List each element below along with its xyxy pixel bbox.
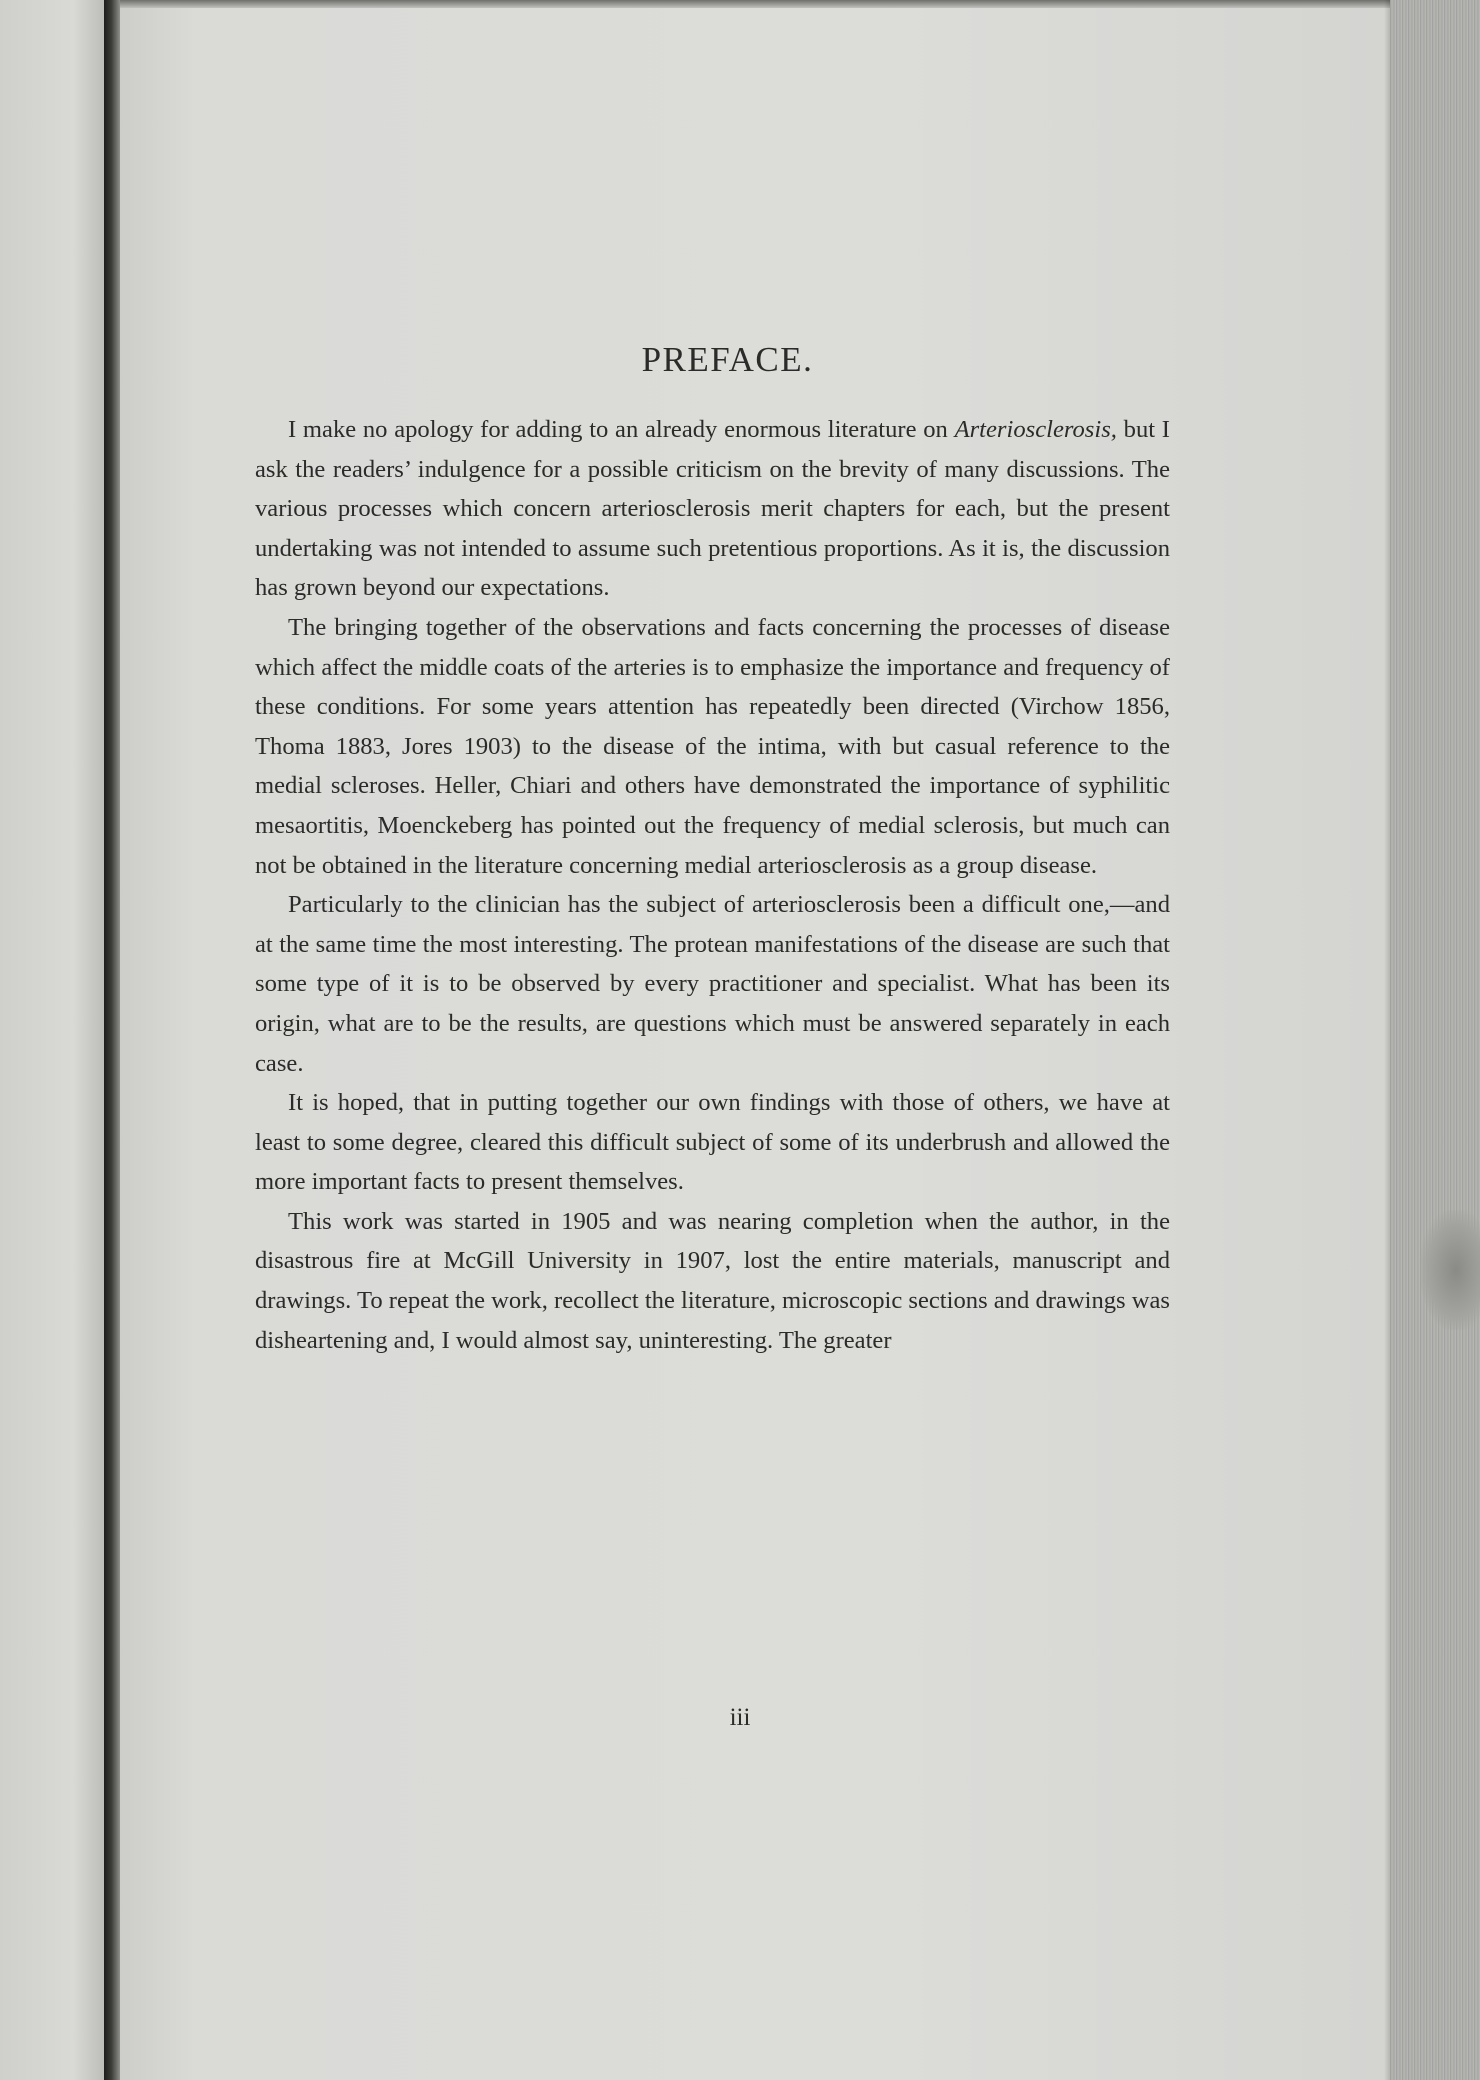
paragraph-2: The bringing together of the observations and facts concerning the processes of disease which affect the middle coats of the arteries is to emphasize the importance and frequency of these conditions. For some years attention has repeatedly been directed (Virchow 1856, Thoma 1883, Jores 1903) to the disease of the intima, with but casual reference to the medial scleroses. Heller, Chiari and others have demonstrated the importance of syphilitic mesaortitis, Moenckeberg has pointed out the frequency of medial sclerosis, but much can not be obtained in the literature concerning medial arteriosclerosis as a group disease. (255, 613, 1170, 879)
page-title: PREFACE. (641, 340, 814, 379)
page-text (255, 340, 1170, 1360)
left-facing-page (0, 0, 104, 2080)
page-number: iii (729, 1704, 751, 1731)
paragraph-1-start: I make no apology for adding to an already enormous literature on (288, 416, 955, 443)
book-block-edge (1390, 0, 1480, 2080)
paragraph-1-rest: but I ask the readers’ indulgence for a possible criticism on the brevity of many discussions. The various processes which concern arteriosclerosis merit chapters for each, but the present undertaking was not intended to assume such pretentious proportions. As it is, the discussion has grown beyond our expectations. (255, 416, 1170, 602)
emphasis-arteriosclerosis: Arteriosclerosis, (954, 416, 1117, 443)
book-gutter (104, 0, 120, 2080)
paragraph-1 (255, 410, 1170, 608)
paragraph-4: It is hoped, that in putting together our own findings with those of others, we have at least to some degree, cleared this difficult subject of some of its underbrush and allowed the more important facts to present themselves. (255, 1089, 1170, 1196)
page-stain (1420, 1210, 1480, 1330)
paragraph-5: This work was started in 1905 and was nearing completion when the author, in the disastrous fire at McGill University in 1907, lost the entire materials, manuscript and drawings. To repeat the work, recollect the literature, microscopic sections and drawings was disheartening and, I would almost say, uninteresting. The greater (255, 1207, 1170, 1354)
paragraph-3: Particularly to the clinician has the subject of arteriosclerosis been a difficult one,—and at the same time the most interesting. The protean manifestations of the disease are such that some type of it is to be observed by every practitioner and specialist. What has been its origin, what are to be the results, are questions which must be answered separately in each case. (255, 891, 1170, 1077)
